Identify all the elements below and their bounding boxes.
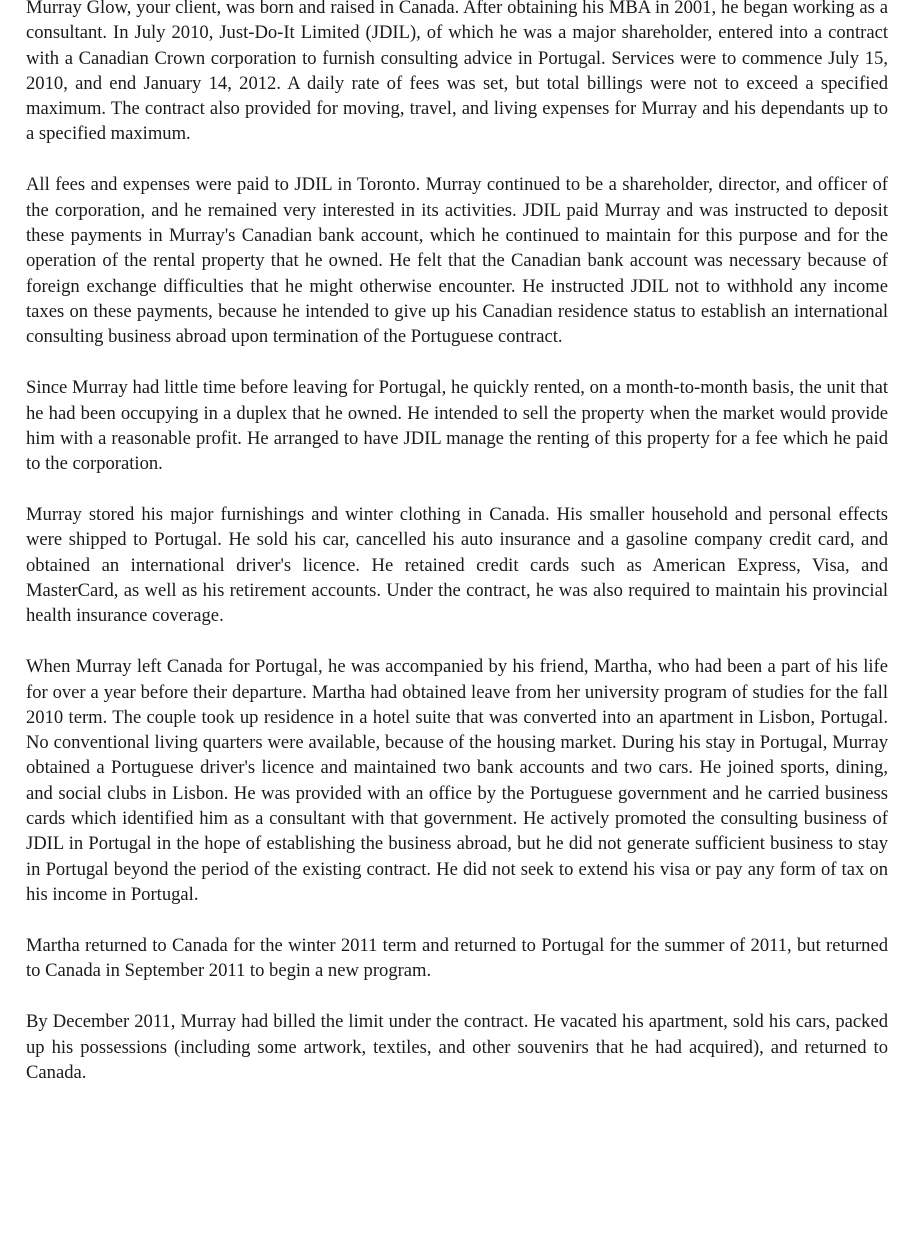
paragraph-life-in-portugal: When Murray left Canada for Portugal, he was accompanied by his friend, Martha, who had been a part of his life for over a year before their departure. Martha had obtained leave from her university program of studies for the fall 2010 term. The couple took up residence in a hotel suite that was converted into an apartment in Lisbon, Portugal. No conventional living quarters were available, because of the housing market. During his stay in Portugal, Murray obtained a Portuguese driver's licence and maintained two bank accounts and two cars. He joined sports, dining, and social clubs in Lisbon. He was provided with an office by the Portuguese government and he carried business cards which identified him as a consultant with that government. He actively promoted the consulting business of JDIL in Portugal in the hope of establishing the business abroad, but he did not generate sufficient business to stay in Portugal beyond the period of the existing contract. He did not seek to extend his visa or pay any form of tax on his income in Portugal.	[26, 656, 888, 905]
paragraph-rental-property: Since Murray had little time before leaving for Portugal, he quickly rented, on a month-to-month basis, the unit that he had been occupying in a duplex that he owned. He intended to sell the property when the market would provide him with a reasonable profit. He arranged to have JDIL manage the renting of this property for a fee which he paid to the corporation.	[26, 377, 888, 475]
paragraph-fees-and-banking: All fees and expenses were paid to JDIL in Toronto. Murray continued to be a shareholder, director, and officer of the corporation, and he remained very interested in its activities. JDIL paid Murray and was instructed to deposit these payments in Murray's Canadian bank account, which he continued to maintain for this purpose and for the operation of the rental property that he owned. He felt that the Canadian bank account was necessary because of foreign exchange difficulties that he might otherwise encounter. He instructed JDIL not to withhold any income taxes on these payments, because he intended to give up his Canadian residence status to establish an international consulting business abroad upon termination of the Portuguese contract.	[26, 174, 888, 348]
paragraph-belongings: Murray stored his major furnishings and winter clothing in Canada. His smaller household and personal effects were shipped to Portugal. He sold his car, cancelled his auto insurance and a gasoline company credit card, and obtained an international driver's licence. He retained credit cards such as American Express, Visa, and MasterCard, as well as his retirement accounts. Under the contract, he was also required to maintain his provincial health insurance coverage.	[26, 504, 888, 627]
paragraph-background: Murray Glow, your client, was born and raised in Canada. After obtaining his MBA in 2001, he began working as a consultant. In July 2010, Just-Do-It Limited (JDIL), of which he was a major shareholder, entered into a contract with a Canadian Crown corporation to furnish consulting advice in Portugal. Services were to commence July 15, 2010, and end January 14, 2012. A daily rate of fees was set, but total billings were not to exceed a specified maximum. The contract also provided for moving, travel, and living expenses for Murray and his dependants up to a specified maximum.	[26, 0, 888, 145]
paragraph-return-to-canada: By December 2011, Murray had billed the limit under the contract. He vacated his apartment, sold his cars, packed up his possessions (including some artwork, textiles, and other souvenirs that he had acquired), and returned to Canada.	[26, 1011, 888, 1083]
document-body	[26, 0, 888, 1111]
paragraph-martha-return: Martha returned to Canada for the winter 2011 term and returned to Portugal for the summer of 2011, but returned to Canada in September 2011 to begin a new program.	[26, 934, 888, 982]
